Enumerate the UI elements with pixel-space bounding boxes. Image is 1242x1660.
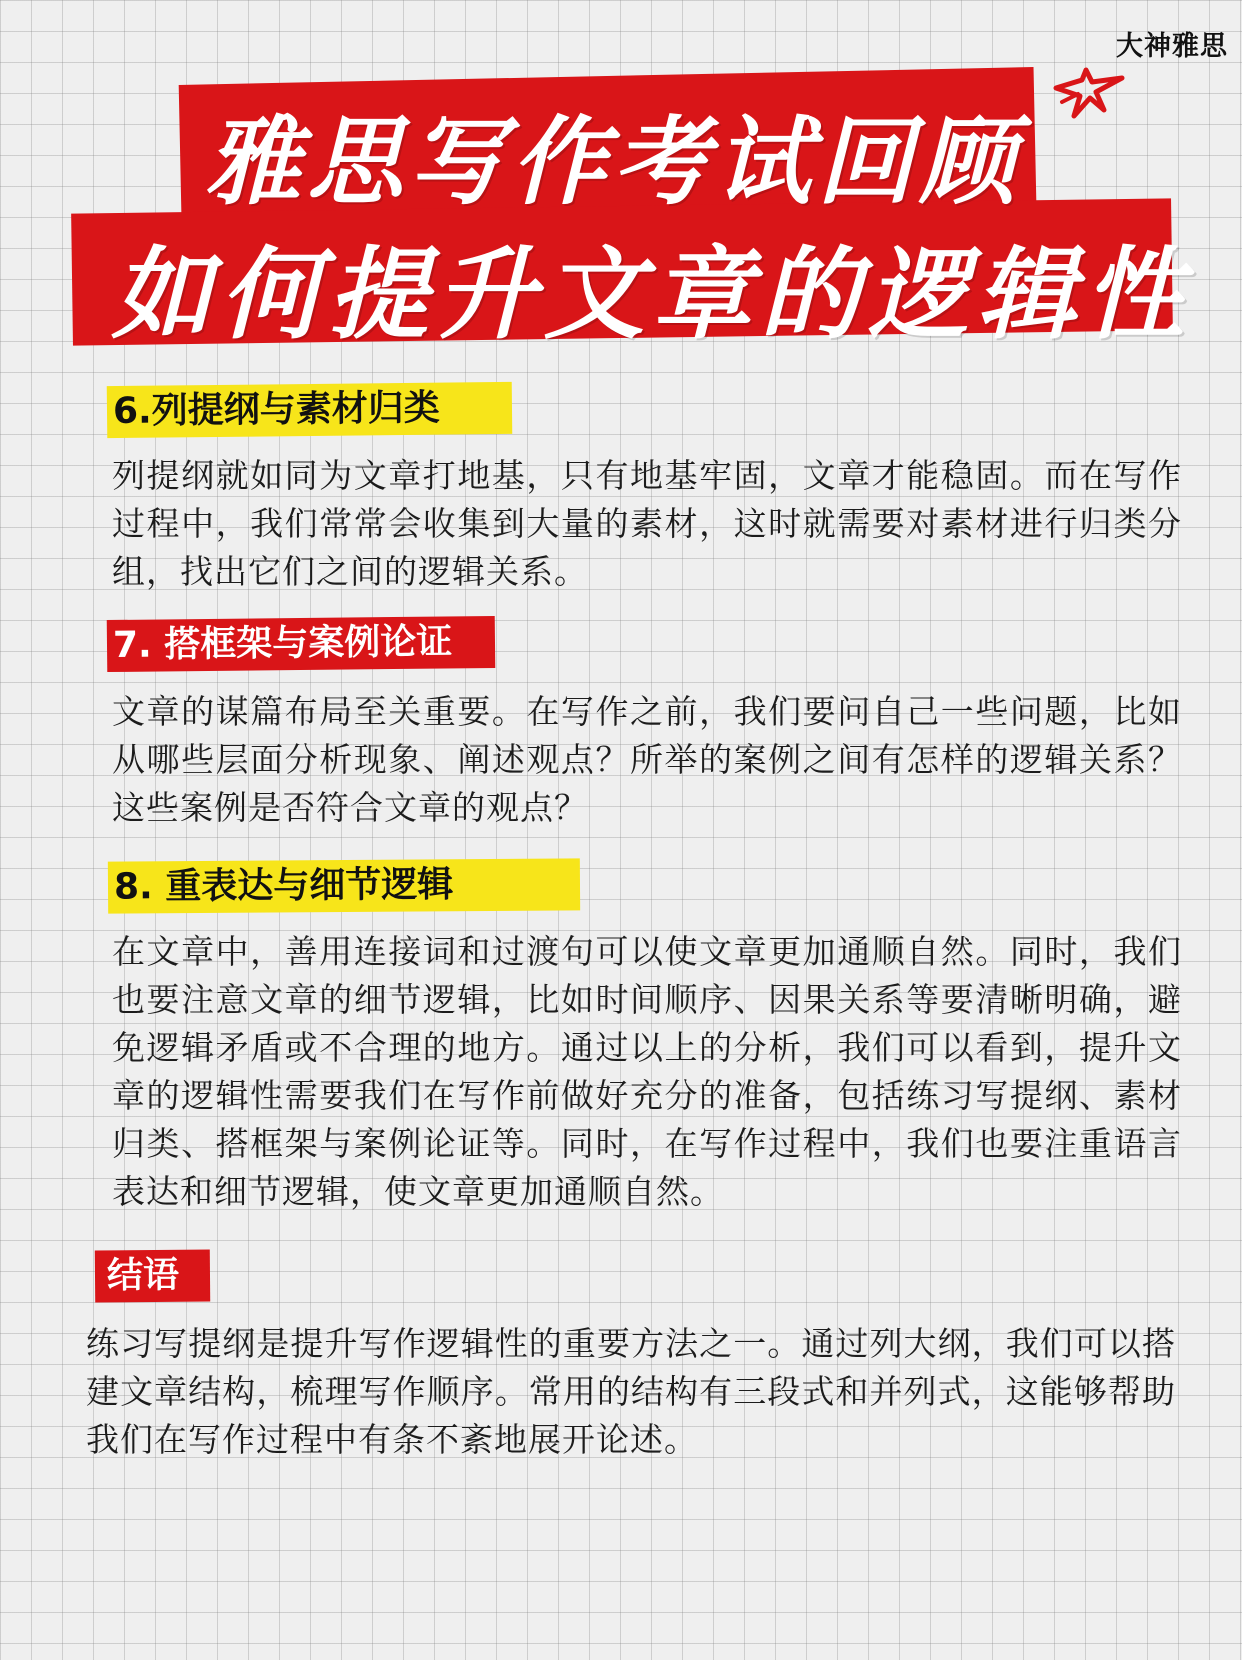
brand-label: 大神雅思 — [1116, 31, 1228, 62]
section-body-7: 文章的谋篇布局至关重要。在写作之前，我们要问自己一些问题，比如从哪些层面分析现象、阐述观点？所举的案例之间有怎样的逻辑关系？这些案例是否符合文章的观点？ — [112, 692, 1182, 827]
conclusion-heading: 结语 — [95, 1249, 210, 1302]
red-brush-mark-icon — [1052, 66, 1130, 124]
section-heading-6: 6.列提纲与素材归类 — [107, 382, 513, 438]
section-heading-8: 8. 重表达与细节逻辑 — [108, 858, 580, 913]
section-body-6: 列提纲就如同为文章打地基，只有地基牢固，文章才能稳固。而在写作过程中，我们常常会收集到大量的素材，这时就需要对素材进行归类分组，找出它们之间的逻辑关系。 — [112, 456, 1182, 591]
section-heading-7: 7. 搭框架与案例论证 — [107, 616, 496, 672]
page-title-line-2: 如何提升文章的逻辑性 — [112, 235, 1192, 353]
page-title-line-1: 雅思写作考试回顾 — [205, 105, 1021, 218]
conclusion-body: 练习写提纲是提升写作逻辑性的重要方法之一。通过列大纲，我们可以搭建文章结构，梳理写作顺序。常用的结构有三段式和并列式，这能够帮助我们在写作过程中有条不紊地展开论述。 — [86, 1324, 1176, 1459]
section-body-8: 在文章中，善用连接词和过渡句可以使文章更加通顺自然。同时，我们也要注意文章的细节逻辑，比如时间顺序、因果关系等要清晰明确，避免逻辑矛盾或不合理的地方。通过以上的分析，我们可以看到，提升文章的逻辑性需要我们在写作前做好充分的准备，包括练习写提纲、素材归类、搭框架与案例论证等。同时，在写作过程中，我们也要注重语言表达和细节逻辑，使文章更加通顺自然。 — [112, 932, 1182, 1211]
